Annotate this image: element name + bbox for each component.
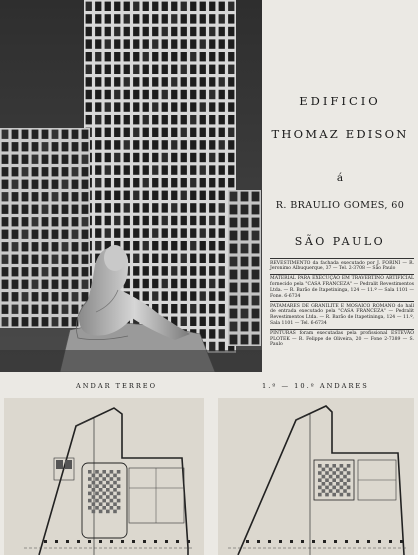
ground-floor-caption: ANDAR TERREO: [76, 382, 157, 390]
title-line-2: THOMAZ EDISON: [271, 127, 409, 141]
upper-floors-plan-drawing: [218, 398, 414, 555]
upper-floors-caption: 1.º — 10.º ANDARES: [262, 382, 369, 390]
credit-entry: REVESTIMENTO da fachada executado por J. FORINI — R. Jeronimo Albuquerque, 37 — Tel. 2-3708 — São Paulo: [270, 258, 414, 272]
article-text-column: [262, 0, 418, 372]
street-address: R. BRAULIO GOMES, 60: [275, 200, 405, 211]
upper-floors-plan: [218, 398, 414, 555]
building-photo-graphic: [0, 0, 262, 372]
address-preposition: á: [336, 172, 344, 184]
building-photo: [0, 0, 262, 372]
credit-entry: MATERIAL PARA EXECUÇÃO EM TRAVERTINO ARTIFICIAL fornecido pela "CASA FRANCEZA" — Pedralit Revestimentos Ltda. — R. Barão de Itapetininga, 124 — 11.º — Sala 1101 — Fone. 6-6734: [270, 274, 414, 299]
credits-block: [270, 258, 414, 350]
credit-entry: PATAMARES DE GRANILITE E MOSAICO ROMANO do hall de entrada executado pela "CASA FRANCEZA" — Pedralit Revestimentos Ltda. — R. Barão de Itapetininga, 124 — 11.º, Sala 1101 — Tel. 6-6734: [270, 301, 414, 326]
ground-floor-plan-drawing: [4, 398, 204, 555]
city-name: SÃO PAULO: [294, 235, 386, 248]
title-line-1: EDIFICIO: [299, 94, 381, 108]
credit-entry: PINTURAS foram executadas pela profissional ESTEVÃO PLOTEK — R. Felippe de Oliveira, 20 — Fone 2-7389 — S. Paulo: [270, 329, 414, 349]
ground-floor-plan: [4, 398, 204, 555]
